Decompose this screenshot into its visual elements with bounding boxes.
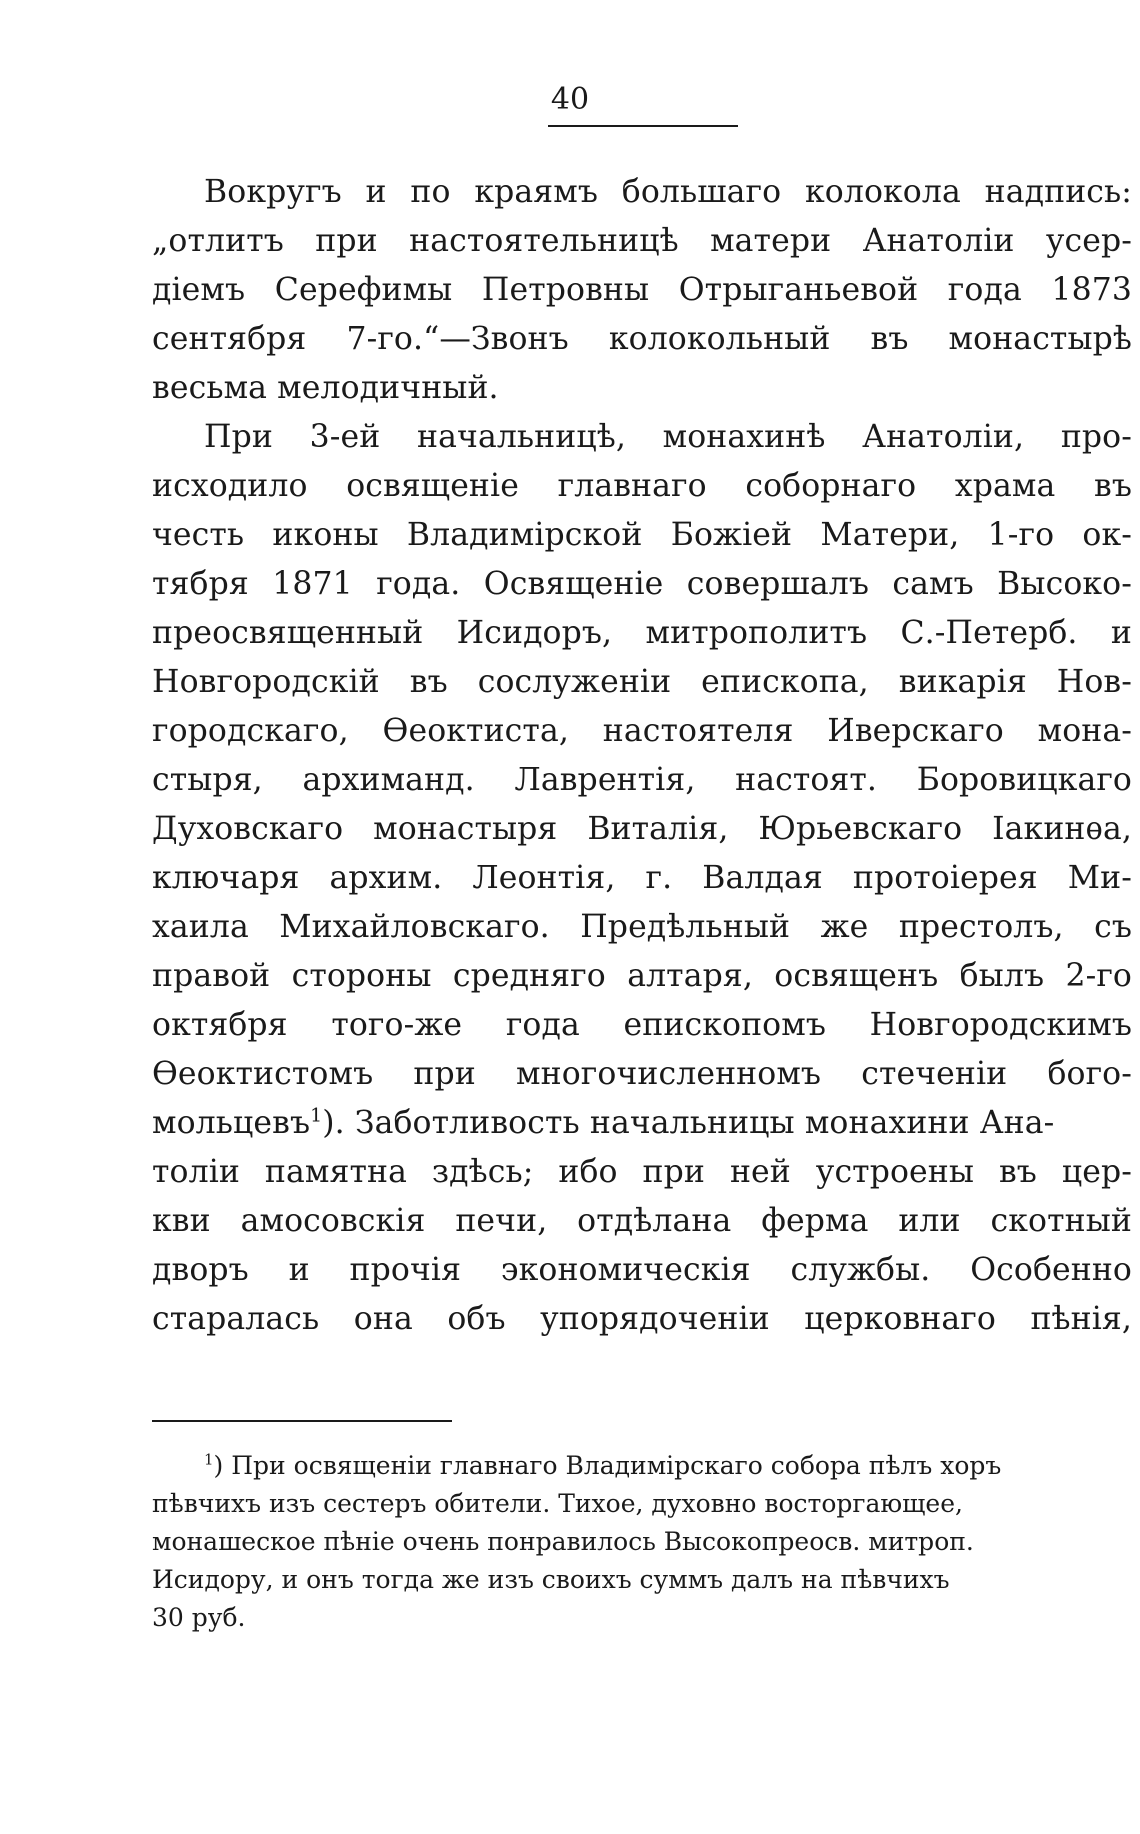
footnote-line: монашеское пѣніе очень понравилось Высокопреосв. митроп.	[152, 1527, 974, 1556]
text-line: Вокругъ и по краямъ большаго колокола надпись:	[204, 174, 1132, 210]
text-line: Ѳеоктистомъ при многочисленномъ стеченіи бого-	[152, 1056, 1132, 1092]
text-line: городскаго, Ѳеоктиста, настоятеля Иверскаго мона-	[152, 713, 1132, 749]
page-number: 40	[550, 82, 590, 117]
text-line: преосвященный Исидоръ, митрополитъ С.-Петерб. и	[152, 615, 1132, 651]
text-line	[152, 1099, 1132, 1148]
footnote-line: 30 руб.	[152, 1603, 246, 1632]
text-segment: ). Заботливость начальницы монахини Ана-	[322, 1105, 1055, 1141]
text-line: стыря, архиманд. Лаврентія, настоят. Боровицкаго	[152, 762, 1132, 798]
header-rule	[548, 125, 738, 127]
text-line: „отлитъ при настоятельницѣ матери Анатоліи усер-	[152, 223, 1132, 259]
text-line: весьма мелодичный.	[152, 370, 499, 406]
text-line: правой стороны средняго алтаря, освященъ былъ 2-го	[152, 958, 1132, 994]
footnote-reference: 1	[310, 1104, 323, 1127]
footnote-line: Исидору, и онъ тогда же изъ своихъ суммъ далъ на пѣвчихъ	[152, 1565, 950, 1594]
text-segment: мольцевъ	[152, 1105, 311, 1141]
text-line: діемъ Серефимы Петровны Отрыганьевой года 1873	[152, 272, 1132, 308]
text-line: старалась она объ упорядоченіи церковнаго пѣнія,	[152, 1301, 1132, 1337]
footnote-rule	[152, 1420, 452, 1422]
footnote-line	[152, 1447, 1132, 1485]
text-line: честь иконы Владимірской Божіей Матери, 1-го ок-	[152, 517, 1132, 553]
footnote	[152, 1447, 1132, 1637]
text-line: исходило освященіе главнаго соборнаго храма въ	[152, 468, 1132, 504]
text-line: Новгородскій въ сослуженіи епископа, викарія Нов-	[152, 664, 1132, 700]
footnote-marker: 1	[204, 1450, 214, 1469]
footnote-line: пѣвчихъ изъ сестеръ обители. Тихое, духовно восторгающее,	[152, 1489, 963, 1518]
text-line: Духовскаго монастыря Виталія, Юрьевскаго Іакинѳа,	[152, 811, 1132, 847]
text-line: кви амосовскія печи, отдѣлана ферма или скотный	[152, 1203, 1132, 1239]
text-line: хаила Михайловскаго. Предѣльный же престолъ, съ	[152, 909, 1132, 945]
text-line: При 3-ей начальницѣ, монахинѣ Анатоліи, про-	[204, 419, 1132, 455]
text-line: дворъ и прочія экономическія службы. Особенно	[152, 1252, 1132, 1288]
text-line: сентября 7-го.“—Звонъ колокольный въ монастырѣ	[152, 321, 1132, 357]
text-segment: ) При освященіи главнаго Владимірскаго собора пѣлъ хоръ	[213, 1451, 1002, 1480]
text-line: тября 1871 года. Освященіе совершалъ самъ Высоко-	[152, 566, 1132, 602]
main-text	[152, 168, 1132, 1344]
text-line: толіи памятна здѣсь; ибо при ней устроены въ цер-	[152, 1154, 1132, 1190]
text-line: октября того-же года епископомъ Новгородскимъ	[152, 1007, 1132, 1043]
text-line: ключаря архим. Леонтія, г. Валдая протоіерея Ми-	[152, 860, 1132, 896]
